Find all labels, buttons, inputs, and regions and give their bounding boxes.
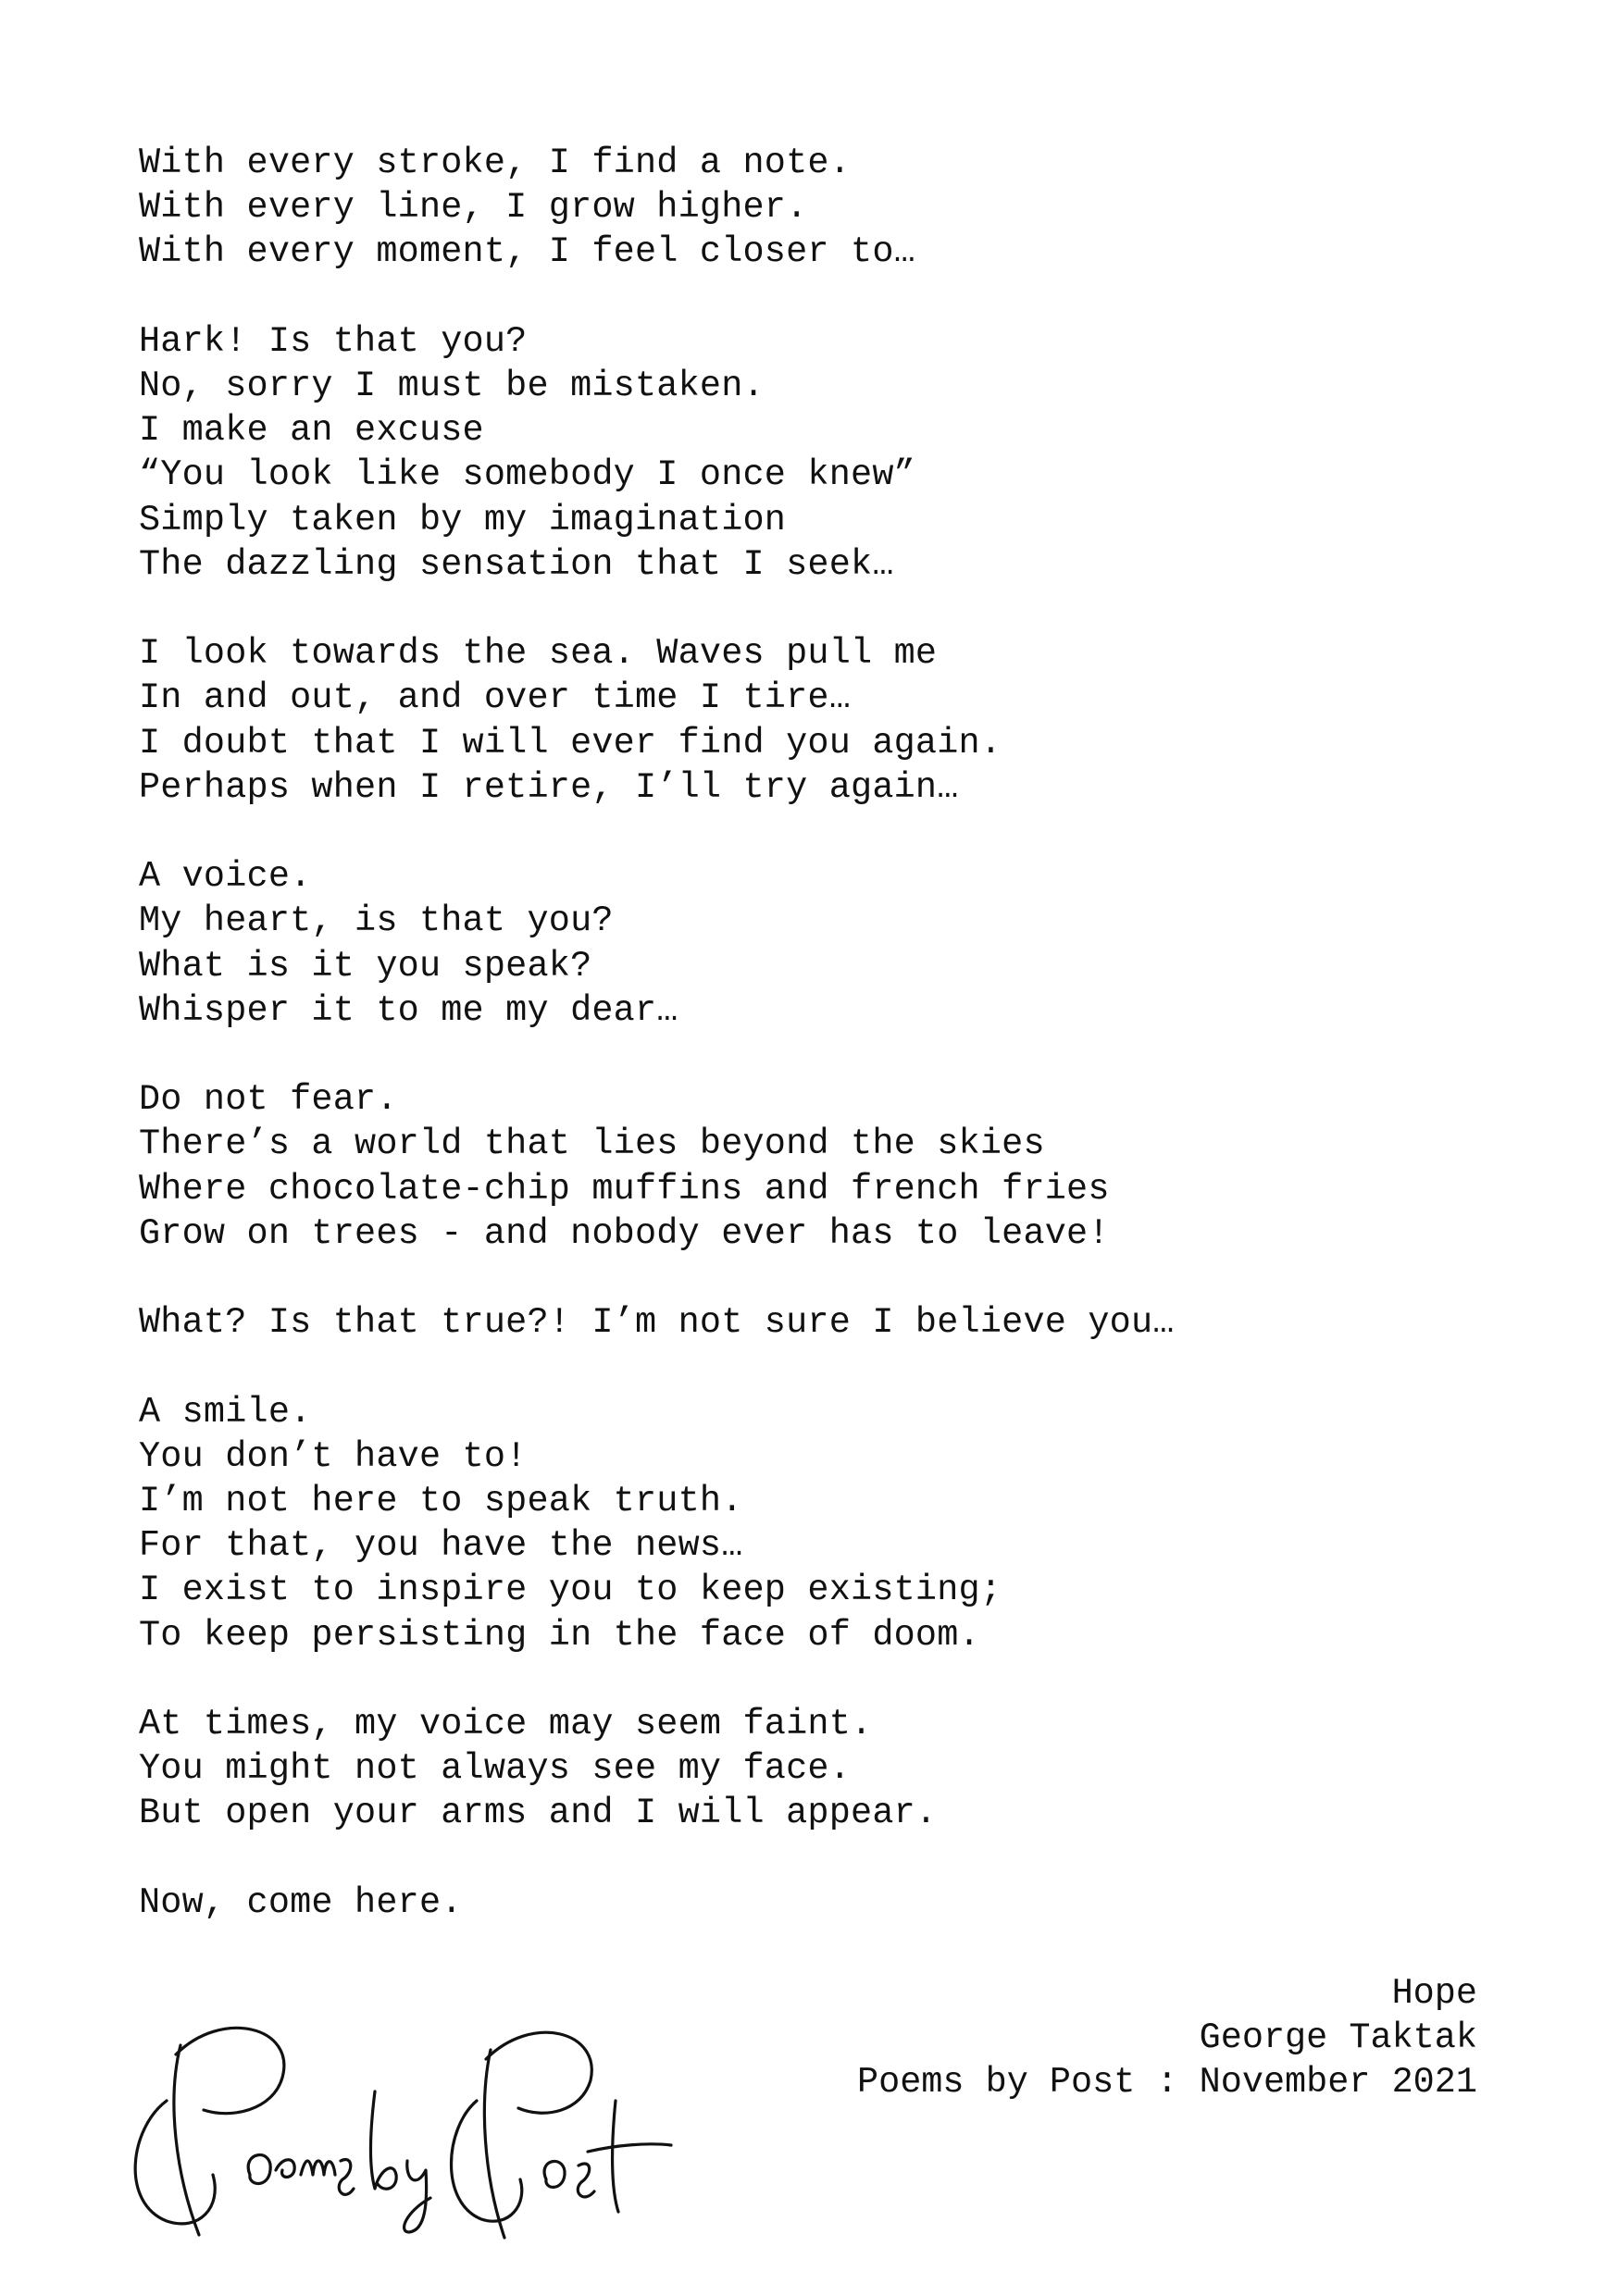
poem-line: Now, come here.	[139, 1881, 463, 1923]
poem-line: Simply taken by my imagination	[139, 499, 787, 540]
stanza	[139, 1077, 1435, 1256]
poem-line: A smile.	[139, 1391, 312, 1433]
stanza	[139, 854, 1435, 1033]
poem-line: With every stroke, I find a note.	[139, 143, 852, 183]
stanza	[139, 319, 1435, 587]
poem-line: You might not always see my face.	[139, 1748, 852, 1790]
stanza	[139, 631, 1435, 810]
poem-line: I look towards the sea. Waves pull me	[139, 633, 938, 675]
handwritten-logo-icon	[111, 1990, 685, 2249]
poem-line: No, sorry I must be mistaken.	[139, 366, 765, 406]
poem-line: I exist to inspire you to keep existing;	[139, 1570, 1002, 1611]
poem-line: What? Is that true?! I’m not sure I believe you…	[139, 1302, 1175, 1344]
poem-line: I’m not here to speak truth.	[139, 1481, 743, 1521]
poems-by-post-logo	[111, 1990, 685, 2249]
poem-line: In and out, and over time I tire…	[139, 677, 852, 719]
stanza	[139, 1390, 1435, 1657]
poem-line: I make an excuse	[139, 410, 484, 452]
poem-body	[139, 141, 1435, 1925]
poem-credits	[857, 1971, 1477, 2105]
stanza	[139, 141, 1435, 275]
poem-line: Where chocolate-chip muffins and french fries	[139, 1168, 1110, 1210]
poem-line: There’s a world that lies beyond the skies	[139, 1123, 1045, 1165]
poem-title: Hope	[1391, 1973, 1477, 2014]
stanza	[139, 1880, 1435, 1925]
poem-line: A voice.	[139, 856, 312, 898]
poem-line: My heart, is that you?	[139, 900, 614, 942]
poem-line: But open your arms and I will appear.	[139, 1793, 938, 1834]
poem-line: At times, my voice may seem faint.	[139, 1704, 873, 1744]
poem-line: With every line, I grow higher.	[139, 187, 808, 229]
poem-line: For that, you have the news…	[139, 1525, 743, 1567]
poem-line: The dazzling sensation that I seek…	[139, 543, 894, 585]
poem-line: What is it you speak?	[139, 945, 592, 987]
poem-line: To keep persisting in the face of doom.	[139, 1614, 980, 1656]
poem-line: Whisper it to me my dear…	[139, 989, 678, 1031]
poem-line: “You look like somebody I once knew”	[139, 454, 915, 496]
poem-line: You don’t have to!	[139, 1435, 528, 1477]
stanza	[139, 1300, 1435, 1345]
poem-line: Perhaps when I retire, I’ll try again…	[139, 766, 959, 808]
poem-line: I doubt that I will ever find you again.	[139, 722, 1002, 763]
poem-line: Hark! Is that you?	[139, 320, 528, 362]
poem-line: Grow on trees - and nobody ever has to leave!	[139, 1212, 1110, 1254]
stanza	[139, 1702, 1435, 1836]
poem-line: Do not fear.	[139, 1079, 398, 1121]
poem-author: George Taktak	[1199, 2017, 1477, 2059]
poem-line: With every moment, I feel closer to…	[139, 231, 915, 273]
publication-line: Poems by Post : November 2021	[856, 2062, 1477, 2104]
